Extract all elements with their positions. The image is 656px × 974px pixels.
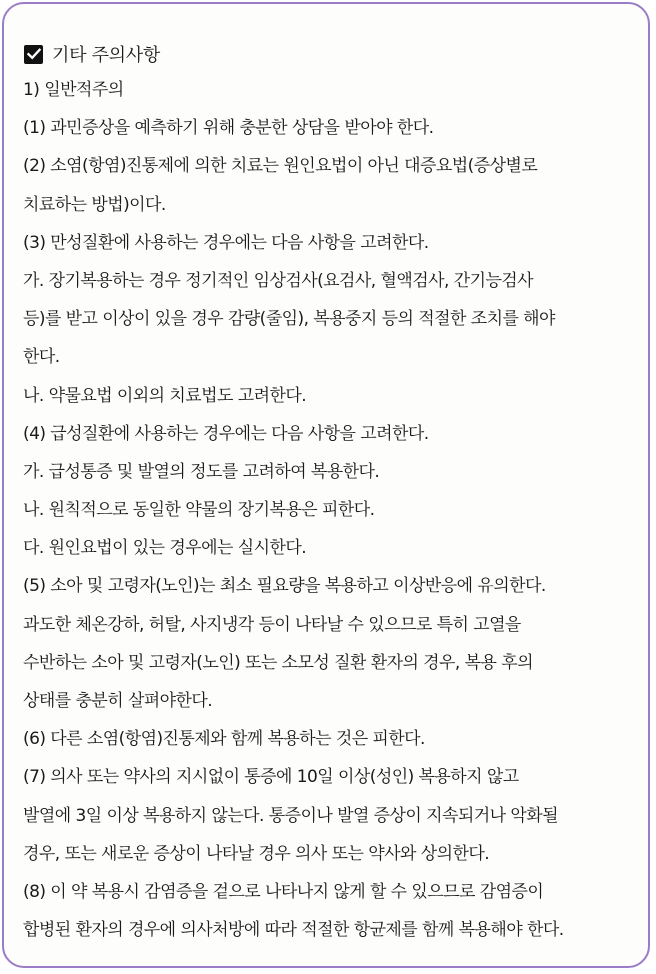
checkbox-checked-icon bbox=[24, 45, 43, 64]
section-header bbox=[23, 37, 638, 71]
notice-body bbox=[23, 71, 638, 949]
notice-content bbox=[23, 37, 638, 949]
notice-card bbox=[2, 2, 650, 968]
text-line: 1) 일반적주의 bbox=[23, 80, 124, 100]
text-line: 과도한 체온강하, 허탈, 사지냉각 등이 나타날 수 있으므로 특히 고열을 bbox=[23, 614, 521, 635]
text-line: 발열에 3일 이상 복용하지 않는다. 통증이나 발열 증상이 지속되거나 악화될 bbox=[23, 805, 558, 826]
text-line: 수반하는 소아 및 고령자(노인) 또는 소모성 질환 환자의 경우, 복용 후의 bbox=[23, 652, 533, 673]
text-line: (6) 다른 소염(항염)진통제와 함께 복용하는 것은 피한다. bbox=[23, 729, 425, 750]
text-line: 가. 장기복용하는 경우 정기적인 임상검사(요검사, 혈액검사, 간기능검사 bbox=[23, 270, 534, 291]
text-line: (1) 과민증상을 예측하기 위해 충분한 상담을 받아야 한다. bbox=[23, 118, 434, 139]
text-line: 치료하는 방법)이다. bbox=[23, 194, 166, 215]
text-line: (5) 소아 및 고령자(노인)는 최소 필요량을 복용하고 이상반응에 유의한다. bbox=[23, 576, 546, 597]
text-line: (4) 급성질환에 사용하는 경우에는 다음 사항을 고려한다. bbox=[23, 423, 429, 444]
text-line: (2) 소염(항염)진통제에 의한 치료는 원인요법이 아닌 대증요법(증상별로 bbox=[23, 156, 538, 177]
section-title: 기타 주의사항 bbox=[52, 45, 160, 66]
text-line: 다. 원인요법이 있는 경우에는 실시한다. bbox=[23, 538, 307, 559]
text-line: 경우, 또는 새로운 증상이 나타날 경우 의사 또는 약사와 상의한다. bbox=[23, 843, 490, 864]
text-line: 상태를 충분히 살펴야한다. bbox=[23, 691, 213, 711]
text-line: (3) 만성질환에 사용하는 경우에는 다음 사항을 고려한다. bbox=[23, 232, 429, 253]
text-line: 나. 약물요법 이외의 치료법도 고려한다. bbox=[23, 385, 307, 406]
text-line: (8) 이 약 복용시 감염증을 겉으로 나타나지 않게 할 수 있으므로 감염증이 bbox=[23, 881, 544, 902]
text-line: 나. 원칙적으로 동일한 약물의 장기복용은 피한다. bbox=[23, 500, 375, 521]
text-line: 등)를 받고 이상이 있을 경우 감량(줄임), 복용중지 등의 적절한 조치를 해야 bbox=[23, 309, 555, 330]
text-line: 한다. bbox=[23, 347, 60, 368]
text-line: (7) 의사 또는 약사의 지시없이 통증에 10일 이상(성인) 복용하지 않고 bbox=[23, 767, 519, 788]
text-line: 합병된 환자의 경우에 의사처방에 따라 적절한 항균제를 함께 복용해야 한다. bbox=[23, 920, 564, 941]
text-line: 가. 급성통증 및 발열의 정도를 고려하여 복용한다. bbox=[23, 461, 380, 482]
